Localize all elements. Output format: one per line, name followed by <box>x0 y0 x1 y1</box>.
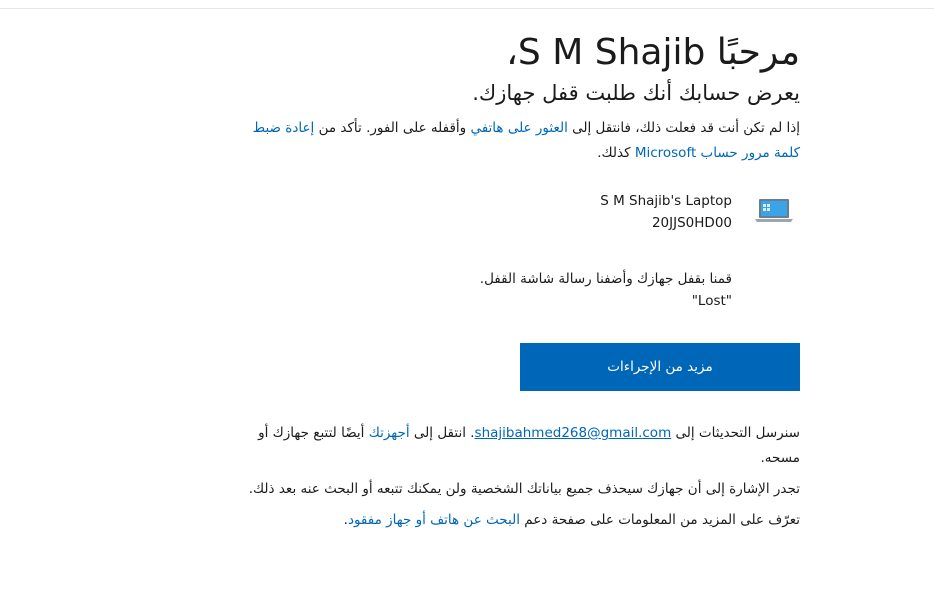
lost-device-support-link[interactable]: البحث عن هاتف أو جهاز مفقود <box>347 512 520 528</box>
more-actions-button[interactable]: مزيد من الإجراءات <box>520 343 800 391</box>
updates-text-after: أيضًا لتتبع جهازك أو مسحه. <box>258 425 800 466</box>
reset-password-link[interactable]: إعادة ضبط كلمة مرور حساب Microsoft <box>252 120 800 161</box>
updates-text-middle: . انتقل إلى <box>409 425 475 441</box>
email-link[interactable]: shajibahmed268@gmail.com <box>474 425 672 441</box>
info-section <box>244 421 800 533</box>
lock-message <box>244 268 732 312</box>
find-my-phone-link[interactable]: العثور على هاتفي <box>470 120 568 136</box>
my-devices-link[interactable]: أجهزتك <box>368 425 410 441</box>
intro-text-after: كذلك. <box>597 145 635 161</box>
device-name: S M Shajib's Laptop <box>600 193 732 209</box>
updates-paragraph <box>244 421 800 471</box>
updates-text-before: سنرسل التحديثات إلى <box>671 425 800 441</box>
device-model: 20JJS0HD00 <box>651 215 732 231</box>
learn-more-text-after: . <box>343 512 348 528</box>
top-divider <box>0 8 934 9</box>
laptop-icon <box>754 198 794 224</box>
intro-paragraph <box>244 116 800 166</box>
lock-message-line2: "Lost" <box>691 293 732 309</box>
wipe-note: تجدر الإشارة إلى أن جهازك سيحذف جميع بياناتك الشخصية ولن يمكنك تتبعه أو البحث عنه بعد ذلك. <box>248 481 800 497</box>
page-subtitle: يعرض حسابك أنك طلبت قفل جهازك. <box>472 81 800 105</box>
lock-message-line1: قمنا بقفل جهازك وأضفنا رسالة شاشة القفل. <box>479 271 732 287</box>
learn-more-paragraph <box>244 508 800 533</box>
lock-confirmation-page <box>244 28 800 539</box>
device-card <box>244 193 800 246</box>
intro-text-middle: وأقفله على الفور. تأكد من <box>314 120 471 136</box>
intro-text-before: إذا لم تكن أنت قد فعلت ذلك، فانتقل إلى <box>567 120 800 136</box>
page-title: مرحبًا S M Shajib، <box>506 32 800 73</box>
learn-more-text-before: تعرّف على المزيد من المعلومات على صفحة دعم <box>519 512 800 528</box>
